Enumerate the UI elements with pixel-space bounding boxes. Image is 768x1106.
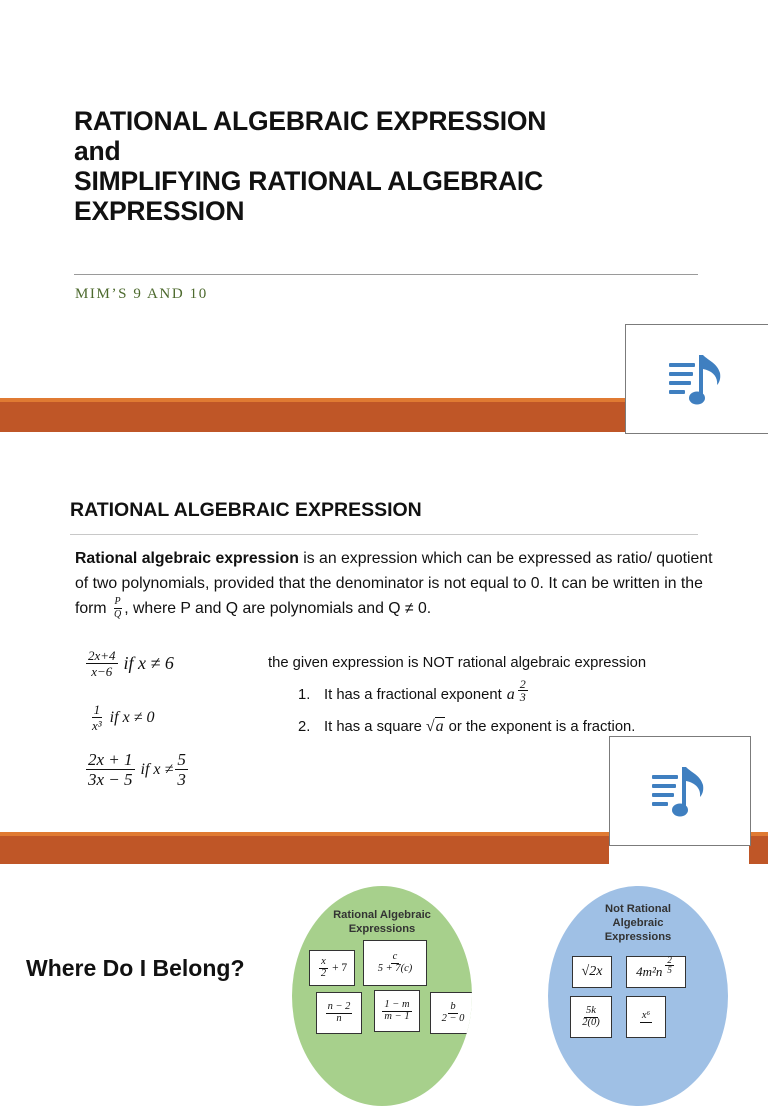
card-fraction [580,1006,602,1028]
reason-item-2 [298,718,635,736]
exponent-numerator: 2 [519,677,526,691]
definition-text-1: is an expression which can be expressed as ratio/ quotient of two polynomials, provided that the denominator is not equal to 0. It can be written in the form [75,550,713,617]
card-fractional-exponent [665,956,674,975]
reason-number: 2. [298,719,311,735]
slide-3-question: Where Do I Belong? [26,955,245,981]
example-denominator: x³ [92,718,102,733]
square-root-symbol: √a [425,718,444,735]
example-condition: if x ≠ [140,760,174,778]
definition-paragraph [75,546,715,621]
rational-expressions-group [292,886,472,1106]
playlist-music-icon [648,761,712,821]
card-numerator: c [392,951,398,962]
card-numerator: 1 − m [384,999,410,1010]
example-fraction [90,702,104,733]
group-label: Rational Algebraic Expressions [333,909,431,935]
card-denominator: 2(0) [582,1016,600,1028]
example-condition: if x ≠ 0 [109,708,155,726]
card-fraction [640,1011,652,1023]
audio-button[interactable] [609,736,751,846]
accent-band [0,402,625,432]
card-numerator: b [450,1001,456,1012]
example-numerator: 2x + 1 [88,750,133,769]
card-fraction [382,1000,411,1022]
expression-card[interactable] [316,992,362,1034]
slide-2-title: RATIONAL ALGEBRAIC EXPRESSION [70,499,422,521]
card-numerator: n − 2 [327,1001,351,1012]
expression-card[interactable] [363,940,427,986]
slide-1-title: RATIONAL ALGEBRAIC EXPRESSION and SIMPLIFYING RATIONAL ALGEBRAIC EXPRESSION [74,106,547,226]
reason-text: It has a fractional exponent [324,686,502,703]
example-condition: if x ≠ 6 [123,653,174,673]
exponent-denominator: 3 [519,690,526,704]
accent-band [0,836,609,864]
card-expression: √2x [581,964,603,979]
reason-item-1 [298,677,530,707]
definition-term: Rational algebraic expression [75,550,299,567]
example-fraction [86,750,135,789]
card-denominator: 2 [320,967,327,979]
reason-number: 1. [298,686,311,703]
example-numerator: 1 [93,702,101,717]
radicand: a [435,718,444,735]
example-expression-2 [88,702,154,733]
card-denominator: n [336,1012,342,1024]
card-denominator: 2 − 0 [441,1012,465,1024]
fractional-exponent [518,678,528,703]
expression-card[interactable] [374,990,420,1032]
exponent-numerator: 2 [667,954,672,965]
condition-fraction [175,750,188,789]
group-label: Not Rational Algebraic Expressions [604,903,672,943]
p-over-q-fraction [113,596,122,621]
expression-card[interactable] [430,992,472,1034]
reason-text-a: It has a square [324,719,422,735]
expression-card[interactable] [572,956,612,988]
card-denominator: m − 1 [384,1010,410,1022]
expression-card[interactable] [626,996,666,1038]
card-numerator: x⁶ [641,1010,651,1022]
expression-card[interactable] [626,956,686,988]
condition-denominator: 3 [177,770,186,789]
reason-text-b: or the exponent is a fraction. [448,719,636,735]
example-denominator: x−6 [91,664,113,679]
definition-text-2: , where P and Q are polynomials and Q ≠ 0. [124,600,432,617]
card-fraction [319,957,328,979]
expression-card[interactable] [309,950,355,986]
card-expression: 4m²n [636,964,663,979]
accent-band-right [749,836,768,864]
title-divider [74,274,698,275]
playlist-music-icon [665,349,729,409]
fraction-denominator: Q [113,609,122,621]
exponent-base: a [506,685,515,703]
example-expression-1 [84,648,174,679]
card-tail: + 7 [332,962,348,974]
slide-2-divider [70,534,698,535]
card-numerator: x [321,956,326,967]
card-numerator: 5k [586,1005,596,1016]
example-fraction [86,648,118,679]
condition-numerator: 5 [177,750,186,769]
audio-button[interactable] [625,324,768,434]
example-denominator: 3x − 5 [88,770,133,789]
card-fraction [326,1002,353,1024]
example-numerator: 2x+4 [88,648,116,663]
exponent-denominator: 5 [667,964,672,975]
slide-1-subtitle: MIM’S 9 AND 10 [75,286,208,302]
not-rational-statement: the given expression is NOT rational algebraic expression [268,655,647,671]
slide-1 [0,0,768,432]
card-fraction [440,1002,467,1024]
card-denominator: 5 + 7(c) [377,962,413,974]
not-rational-expressions-group [548,886,728,1106]
expression-card[interactable] [570,996,612,1038]
card-fraction [376,952,415,974]
example-expression-3 [84,750,190,789]
fraction-numerator: P [114,596,121,608]
